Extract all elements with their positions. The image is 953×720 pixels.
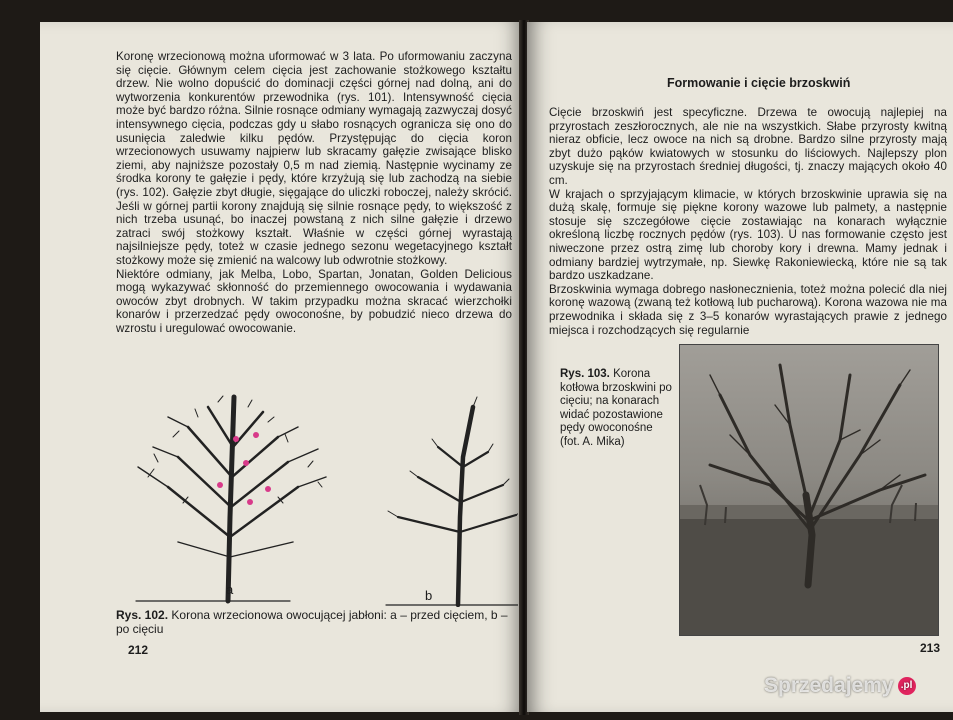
tree-a-before-pruning bbox=[136, 396, 326, 601]
tree-illustration bbox=[128, 367, 518, 607]
figure-label-a: a bbox=[226, 582, 234, 597]
sprzedajemy-watermark bbox=[764, 674, 916, 698]
left-paragraph-2: Niektóre odmiany, jak Melba, Lobo, Spartan, Jonatan, Golden Delicious mogą wykazywać skłonność do przemiennego owocowania i wydawania owoców zbyt drobnych. W takim przypadku można skracać wierzchołki konarów i przerzedzać pędy owoconośne, by pobudzić nieco drzewa do wzrostu i uregulować owocowanie. bbox=[116, 267, 512, 335]
right-paragraph-1: Cięcie brzoskwiń jest specyficzne. Drzewa te owocują najlepiej na przyrostach zeszłorocznych, ale nie na wszystkich. Słabe przyrosty kwitną nieraz obficie, lecz owoce na nich są drobne. Bardzo silne przyrosty mają zbyt dużo pąków kwiatowych w stosunku do liściowych. Najlepszy plon uzyskuje się na przyrostach średniej długości, tj. znaczy mających około 40 cm. bbox=[549, 106, 947, 187]
caption-text-102: Korona wrzecionowa owocującej jabłoni: a – przed cięciem, b – po cięciu bbox=[116, 608, 508, 636]
peach-tree-photo bbox=[679, 344, 939, 636]
figure-caption-103 bbox=[560, 368, 672, 450]
left-page bbox=[40, 22, 523, 712]
figure-caption-102 bbox=[116, 608, 512, 636]
figure-label-b: b bbox=[425, 588, 433, 603]
right-paragraph-2: W krajach o sprzyjającym klimacie, w których brzoskwinie uprawia się na dużą skalę, formuje się piękne korony wazowe lub palmety, a następnie stosuje się szczegółowe cięcie zostawiając na konarach wyłącznie określoną liczbę rocznych pędów (rys. 103). U nas formowanie często jest niweczone przez ostrą zimę lub choroby kory i drewna. Mamy jednak i odmiany bardziej wytrzymałe, np. Siewkę Rakoniewiecką, które nie są tak bardzo uszkadzane. bbox=[549, 187, 947, 283]
section-heading: Formowanie i cięcie brzoskwiń bbox=[667, 76, 851, 90]
right-page-text bbox=[549, 106, 947, 337]
caption-ref-103: Rys. 103. bbox=[560, 368, 610, 380]
photo-image bbox=[680, 345, 938, 635]
right-page bbox=[527, 22, 953, 712]
page-number-left: 212 bbox=[128, 643, 149, 657]
caption-text-103: Korona kotłowa brzoskwini po cięciu; na konarach widać pozostawione pędy owoconośne (fot. A. Mika) bbox=[560, 368, 672, 448]
watermark-pl-badge: .pl bbox=[898, 677, 916, 695]
watermark-text: Sprzedajemy bbox=[764, 674, 894, 697]
tree-b-after-pruning bbox=[386, 397, 518, 605]
caption-ref-102: Rys. 102. bbox=[116, 608, 169, 622]
left-page-text bbox=[116, 50, 512, 335]
page-number-right: 213 bbox=[920, 641, 941, 655]
right-paragraph-3: Brzoskwinia wymaga dobrego nasłonecznienia, toteż można polecić dla niej koronę wazową (zwaną też kotłową lub pucharową). Korona wazowa nie ma przewodnika i składa się z 3–5 konarów wyrastających prawie z jednego miejsca i rozchodzących się regularnie bbox=[549, 282, 947, 337]
left-paragraph-1: Koronę wrzecionową można uformować w 3 lata. Po uformowaniu zaczyna się cięcie. Głównym celem cięcia jest zachowanie stożkowego kształtu drzew. Nie wolno dopuścić do dominacji części górnej nad dolną, ani do wytworzenia konkurentów przewodnika (rys. 101). Intensywność cięcia może być bardzo różna. Silnie rosnące odmiany wymagają zazwyczaj dosyć intensywnego cięcia, podczas gdy u słabo rosnących ogranicza się ono do usunięcia zaledwie kilku pędów. Przystępując do cięcia koron wrzecionowych usuwamy najpierw lub skracamy gałęzie zwisające blisko ziemi, aby najniższe pozostały 0,5 m nad ziemią. Następnie wycinamy ze środka korony te gałęzie i pędy, które krzyżują się lub zachodzą na siebie (rys. 102). Gałęzie zbyt długie, sięgające do uliczki roboczej, należy skrócić. Jeśli w górnej partii korony znajdują się silnie rosnące pędy, to większość z nich trzeba usunąć, bo inaczej powstaną z nich silne gałęzie i drzewo zatraci swój stożkowy kształt. Właśnie w części górnej wyrastają najsilniejsze pędy, toteż w czasie jednego sezonu wegetacyjnego kształt stożkowy może się zmienić na walcowy lub odwrotnie stożkowy. bbox=[116, 50, 512, 267]
